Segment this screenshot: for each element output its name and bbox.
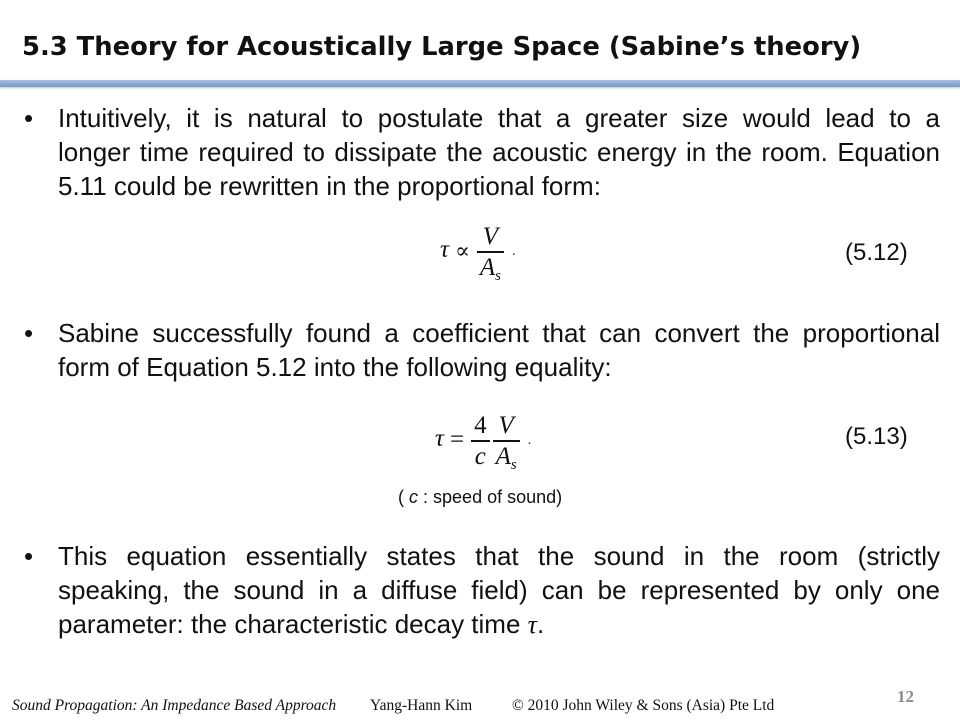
- bullet-line: Sabine successfully found a coefficient that can convert the proportional: [58, 318, 940, 348]
- equals-sign: =: [449, 426, 465, 453]
- bullet-line: Intuitively, it is natural to postulate that a greater size would lead to a: [58, 103, 940, 133]
- bullet-line-last: [58, 607, 940, 642]
- bullet-item-intuition: [24, 101, 940, 203]
- bullet-item-sabine-coefficient: [24, 316, 940, 384]
- page-number: 12: [897, 687, 914, 706]
- equation-period: .: [511, 244, 516, 259]
- bullet-marker: •: [24, 541, 34, 571]
- bullet-line: longer time required to dissipate the acoustic energy in the room. Equation: [58, 137, 940, 167]
- note-open-paren: (: [398, 487, 404, 507]
- symbol-note: [398, 485, 562, 509]
- bullet-line: speaking, the sound in a diffuse field) can be represented by only one: [58, 575, 940, 605]
- bullet-marker: •: [24, 103, 34, 133]
- bullet-item-decay-time: [24, 539, 940, 642]
- bullet-line-text: parameter: the characteristic decay time: [58, 609, 521, 639]
- footer-copyright: © 2010 John Wiley & Sons (Asia) Pte Ltd: [512, 697, 775, 714]
- bullet-marker: •: [24, 318, 34, 348]
- fraction-four-over-c: [471, 411, 490, 470]
- tau-symbol: τ: [527, 610, 537, 639]
- fraction-volume-over-absorption: [477, 222, 504, 284]
- equation-period: .: [527, 433, 532, 448]
- bullet-line: form of Equation 5.12 into the following equality:: [58, 352, 612, 382]
- note-definition: : speed of sound): [423, 487, 563, 507]
- title-underline: [0, 80, 960, 87]
- tau-symbol: τ: [435, 425, 444, 452]
- fraction-numerator: 4: [474, 412, 487, 440]
- slide-title: 5.3 Theory for Acoustically Large Space (Sabine’s theory): [22, 32, 862, 62]
- proportional-sign: ∝: [454, 238, 470, 264]
- denominator-symbol: A: [495, 442, 511, 470]
- denominator-symbol: A: [479, 253, 496, 281]
- equation-number: (5.13): [845, 423, 908, 450]
- fraction-volume-over-absorption: [493, 411, 520, 473]
- equation-5-12: [440, 221, 515, 283]
- denominator-subscript: s: [510, 456, 517, 473]
- footer-book-title: Sound Propagation: An Impedance Based Approach: [12, 697, 337, 714]
- footer-author: Yang-Hann Kim: [370, 697, 473, 714]
- fraction-numerator: V: [498, 412, 514, 440]
- sentence-period: .: [536, 609, 545, 639]
- fraction-numerator: V: [482, 223, 499, 251]
- equation-5-13: [435, 411, 531, 471]
- tau-symbol: τ: [440, 236, 449, 263]
- note-symbol-c: c: [409, 487, 419, 507]
- fraction-denominator: [477, 253, 504, 282]
- denominator-subscript: s: [495, 267, 501, 284]
- bullet-line: 5.11 could be rewritten in the proportional form:: [58, 171, 601, 201]
- fraction-denominator: [493, 442, 520, 471]
- equation-number: (5.12): [845, 239, 908, 266]
- bullet-line: This equation essentially states that the sound in the room (strictly: [58, 541, 940, 571]
- fraction-denominator: c: [474, 442, 486, 470]
